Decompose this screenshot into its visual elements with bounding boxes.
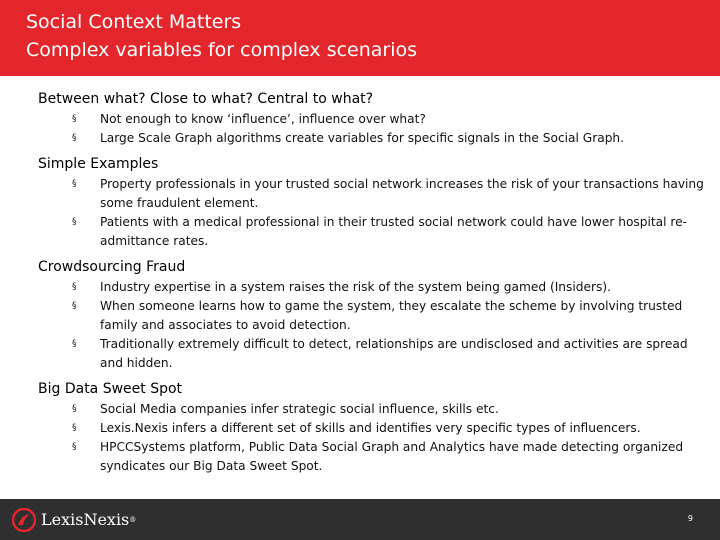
section-between-what xyxy=(38,89,708,148)
section-big-data-sweet-spot xyxy=(38,379,708,476)
bullet-icon: § xyxy=(72,442,77,452)
section-title: Between what? Close to what? Central to what? xyxy=(38,91,374,107)
title-bar xyxy=(0,0,720,76)
footer-bar xyxy=(0,499,720,540)
section-title: Simple Examples xyxy=(38,156,159,172)
list-item-text: Traditionally extremely difficult to detect, relationships are undisclosed and activities are spread and hidden. xyxy=(100,337,688,370)
bullet-icon: § xyxy=(72,339,77,349)
bullet-list xyxy=(38,400,708,476)
section-crowdsourcing-fraud xyxy=(38,257,708,373)
list-item-text: Lexis.Nexis infers a different set of skills and identifies very specific types of influencers. xyxy=(100,421,641,435)
list-item xyxy=(38,335,708,373)
list-item-text: Industry expertise in a system raises the risk of the system being gamed (Insiders). xyxy=(100,280,611,294)
list-item-text: Large Scale Graph algorithms create variables for specific signals in the Social Graph. xyxy=(100,131,625,145)
list-item xyxy=(38,438,708,476)
list-item xyxy=(38,213,708,251)
list-item-text: Property professionals in your trusted social network increases the risk of your transactions having some fraudulent element. xyxy=(100,177,704,210)
slide-title: Social Context Matters xyxy=(26,11,242,33)
bullet-icon: § xyxy=(72,133,77,143)
bullet-icon: § xyxy=(72,217,77,227)
bullet-list xyxy=(38,278,708,373)
list-item xyxy=(38,278,708,297)
list-item-text: HPCCSystems platform, Public Data Social Graph and Analytics have made detecting organized syndicates our Big Data Sweet Spot. xyxy=(100,440,684,473)
bullet-list xyxy=(38,175,708,251)
slide-body xyxy=(38,89,708,482)
bullet-icon: § xyxy=(72,179,77,189)
bullet-icon: § xyxy=(72,423,77,433)
list-item xyxy=(38,297,708,335)
bullet-icon: § xyxy=(72,301,77,311)
list-item-text: When someone learns how to game the system, they escalate the scheme by involving trusted family and associates to avoid detection. xyxy=(100,299,683,332)
slide-subtitle: Complex variables for complex scenarios xyxy=(26,39,418,61)
bullet-list xyxy=(38,110,708,148)
logo-text: LexisNexis® xyxy=(41,510,137,529)
lexisnexis-logo-icon xyxy=(12,508,36,532)
list-item-text: Patients with a medical professional in their trusted social network could have lower hospital re-admittance rates. xyxy=(100,215,688,248)
bullet-icon: § xyxy=(72,114,77,124)
bullet-icon: § xyxy=(72,404,77,414)
bullet-icon: § xyxy=(72,282,77,292)
section-title: Crowdsourcing Fraud xyxy=(38,259,186,275)
page-number: 9 xyxy=(687,514,693,523)
list-item xyxy=(38,400,708,419)
list-item xyxy=(38,110,708,129)
registered-mark: ® xyxy=(129,516,137,524)
list-item-text: Social Media companies infer strategic social influence, skills etc. xyxy=(100,402,499,416)
list-item xyxy=(38,129,708,148)
list-item xyxy=(38,175,708,213)
list-item xyxy=(38,419,708,438)
section-title: Big Data Sweet Spot xyxy=(38,381,183,397)
list-item-text: Not enough to know ‘influence’, influence over what? xyxy=(100,112,426,126)
section-simple-examples xyxy=(38,154,708,251)
